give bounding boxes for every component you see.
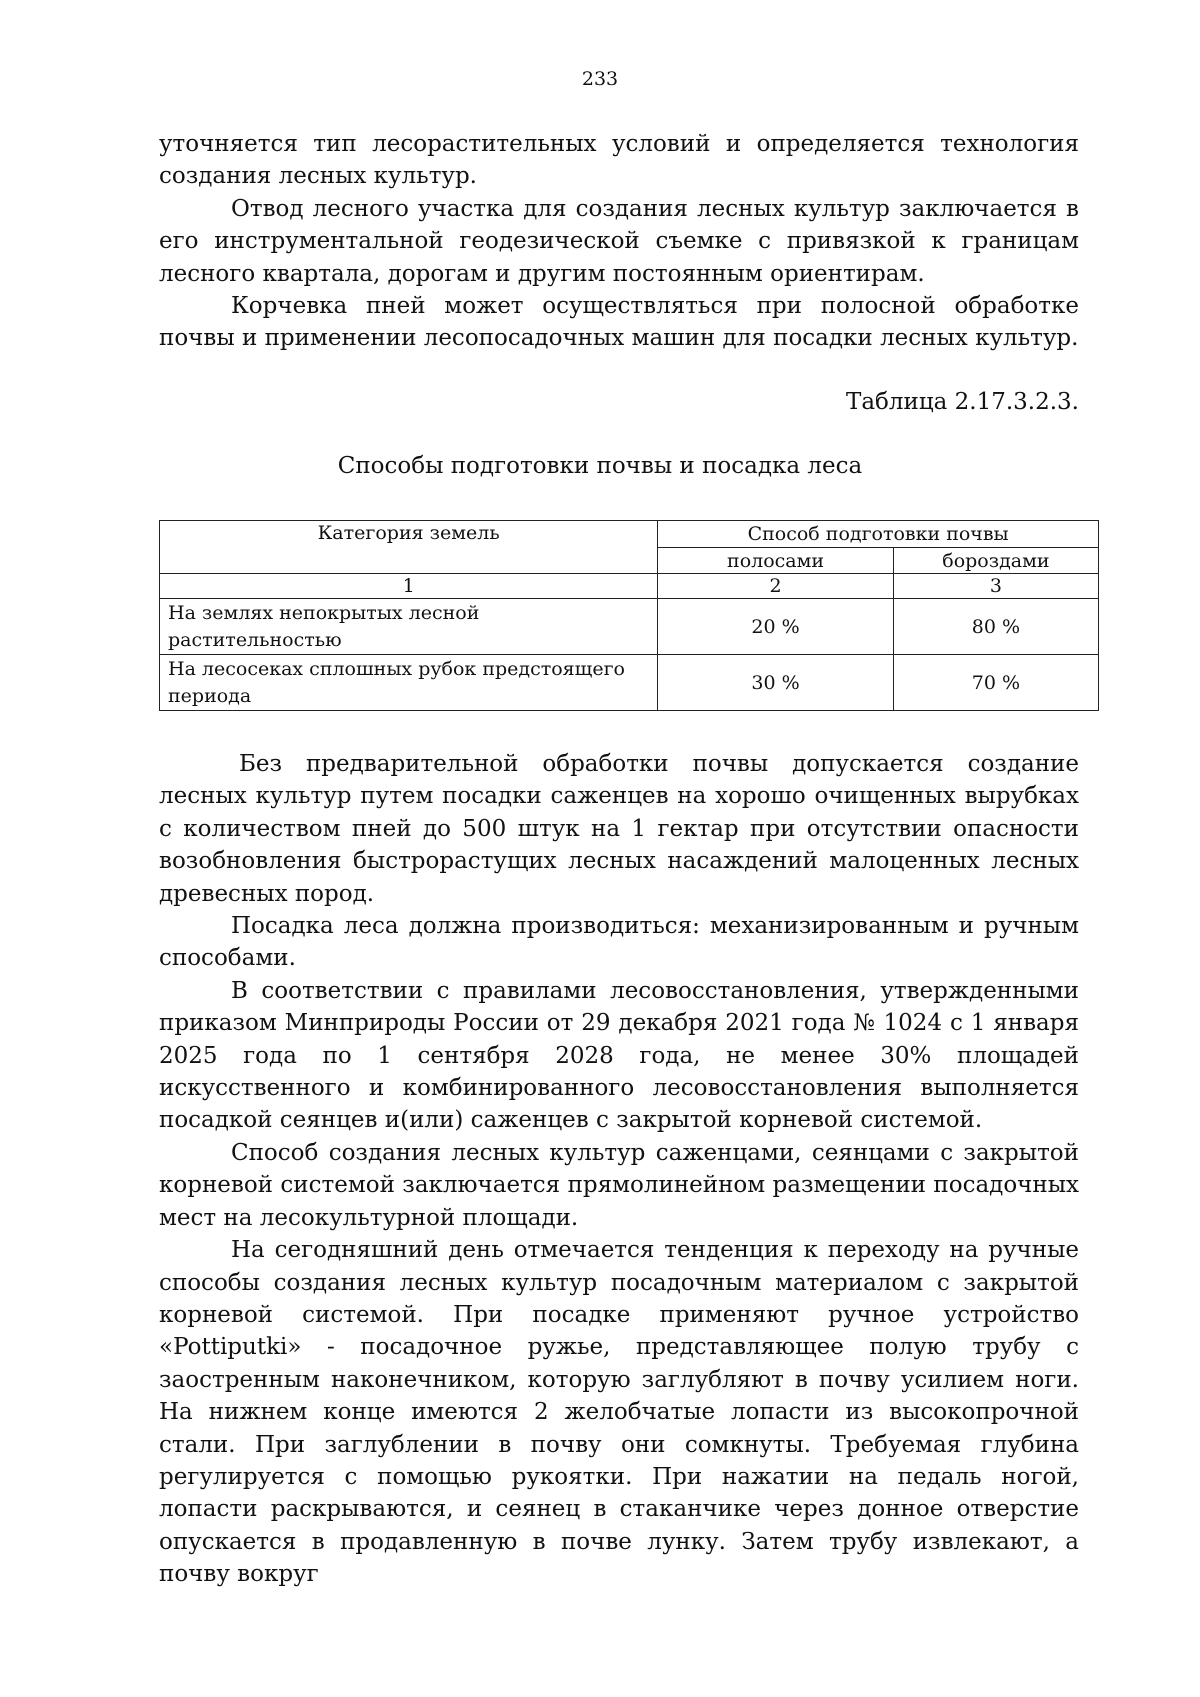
- subheader-strips: полосами: [658, 548, 894, 574]
- row-furrows-value: 80 %: [893, 599, 1098, 655]
- paragraph: уточняется тип лесорастительных условий и определяется технология создания лесных культур.: [159, 131, 1079, 190]
- paragraph: Посадка леса должна производиться: механизированным и ручным способами.: [159, 913, 1079, 972]
- page-number: 233: [581, 68, 619, 90]
- table-row: [160, 599, 1099, 655]
- paragraph: На сегодняшний день отмечается тенденция к переходу на ручные способы создания лесных культур посадочным материалом с закрытой корневой системой. При посадке применяют ручное устройство «Pottiputki» - посадочное ружье, представляющее полую трубу с заостренным наконечником, которую заглубляют в почву усилием ноги. На нижнем конце имеются 2 желобчатые лопасти из высокопрочной стали. При заглублении в почву они сомкнуты. Требуемая глубина регулируется с помощью рукоятки. При нажатии на педаль ногой, лопасти раскрываются, и сеянец в стаканчике через донное отверстие опускается в продавленную в почве лунку. Затем трубу извлекают, а почву вокруг: [159, 1237, 1079, 1588]
- bottom-text-block: [159, 748, 1079, 1591]
- top-text-block: [159, 128, 1079, 355]
- table-title: Способы подготовки почвы и посадка леса: [337, 453, 863, 479]
- table-row: [160, 655, 1099, 711]
- column-number: 2: [658, 574, 894, 599]
- header-land-category: Категория земель: [160, 521, 658, 574]
- column-number: 1: [160, 574, 658, 599]
- paragraph: Способ создания лесных культур саженцами, сеянцами с закрытой корневой системой заключается прямолинейном размещении посадочных мест на лесокультурной площади.: [159, 1139, 1079, 1231]
- row-strips-value: 20 %: [658, 599, 894, 655]
- row-category: На землях непокрытых лесной растительностью: [160, 599, 658, 655]
- soil-preparation-table: [159, 520, 1099, 711]
- row-furrows-value: 70 %: [893, 655, 1098, 711]
- paragraph: Без предварительной обработки почвы допускается создание лесных культур путем посадки саженцев на хорошо очищенных вырубках с количеством пней до 500 штук на 1 гектар при отсутствии опасности возобновления быстрорастущих лесных насаждений малоценных лесных древесных пород.: [159, 751, 1079, 907]
- header-soil-method: Способ подготовки почвы: [658, 521, 1099, 548]
- subheader-furrows: бороздами: [893, 548, 1098, 574]
- paragraph: Корчевка пней может осуществляться при полосной обработке почвы и применении лесопосадочных машин для посадки лесных культур.: [159, 293, 1079, 352]
- paragraph: В соответствии с правилами лесовосстановления, утвержденными приказом Минприроды России от 29 декабря 2021 года № 1024 с 1 января 2025 года по 1 сентября 2028 года, не менее 30% площадей искусственного и комбинированного лесовосстановления выполняется посадкой сеянцев и(или) саженцев с закрытой корневой системой.: [159, 977, 1079, 1134]
- column-number: 3: [893, 574, 1098, 599]
- row-strips-value: 30 %: [658, 655, 894, 711]
- table-label: Таблица 2.17.3.2.3.: [845, 389, 1079, 415]
- row-category: На лесосеках сплошных рубок предстоящего периода: [160, 655, 658, 711]
- paragraph: Отвод лесного участка для создания лесных культур заключается в его инструментальной геодезической съемке с привязкой к границам лесного квартала, дорогам и другим постоянным ориентирам.: [159, 195, 1079, 287]
